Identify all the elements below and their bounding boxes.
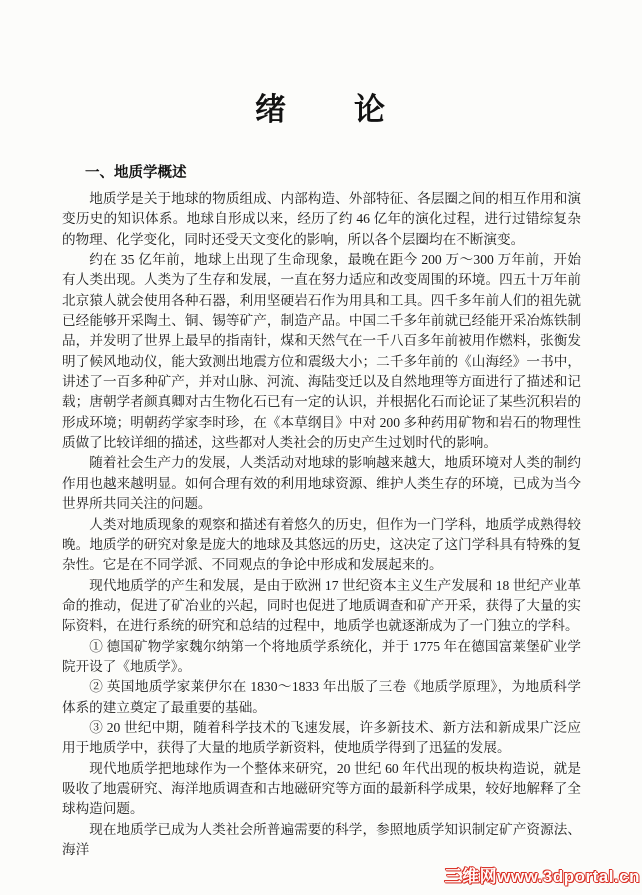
body-paragraph-numbered-item: ① 德国矿物学家魏尔纳第一个将地质学系统化，并于 1775 年在德国富莱堡矿业学院开设了《地质学》。 (62, 638, 581, 674)
body-paragraph: 现代地质学把地球作为一个整体来研究，20 世纪 60 年代出现的板块构造说，就是吸收了地震研究、海洋地质调查和古地磁研究等方面的最新科学成果，较好地解释了全球构造问题。 (62, 760, 581, 817)
page-title: 绪 论 (255, 92, 387, 127)
body-paragraph: 现代地质学的产生和发展，是由于欧洲 17 世纪资本主义生产发展和 18 世纪产业革命的推动，促进了矿冶业的兴起，同时也促进了地质调查和矿产开采，获得了大量的实际资料，在进行系统的研究和总结的过程中，地质学也就逐渐成为了一门独立的学科。 (62, 577, 581, 634)
body-paragraph: 随着社会生产力的发展，人类活动对地球的影响越来越大，地质环境对人类的制约作用也越来越明显。如何合理有效的利用地球资源、维护人类生存的环境，已成为当今世界所共同关注的问题。 (62, 455, 581, 512)
body-paragraph-numbered-item: ③ 20 世纪中期，随着科学技术的飞速发展，许多新技术、新方法和新成果广泛应用于地质学中，获得了大量的地质学新资料，使地质学得到了迅猛的发展。 (62, 719, 581, 756)
body-paragraph: 约在 35 亿年前，地球上出现了生命现象，最晚在距今 200 万～300 万年前，开始有人类出现。人类为了生存和发展，一直在努力适应和改变周围的环境。四五十万年前北京猿人就会使用各种石器，利用坚硬岩石作为用具和工具。四千多年前人们的祖先就已经能够开采陶土、铜、锡等矿产，制造产品。中国二千多年前就已经能开采冶炼铁制品，并发明了世界上最早的指南针，煤和天然气在一千八百多年前被用作燃料，张衡发明了候风地动仪，能大致测出地震方位和震级大小；二千多年前的《山海经》一书中，讲述了一百多种矿产，并对山脉、河流、海陆变迁以及自然地理等方面进行了描述和记载；唐朝学者颜真卿对古生物化石已有一定的认识，并根据化石而论证了某些沉积岩的形成环境；明朝药学家李时珍，在《本草纲目》中对 200 多种药用矿物和岩石的物理性质做了比较详细的描述，这些都对人类社会的历史产生过划时代的影响。 (62, 252, 581, 451)
body-paragraph: 人类对地质现象的观察和描述有着悠久的历史，但作为一门学科，地质学成熟得较晚。地质学的研究对象是庞大的地球及其悠远的历史，这决定了这门学科具有特殊的复杂性。它是在不同学派、不同观点的争论中形成和发展起来的。 (62, 516, 581, 573)
page-content (62, 163, 581, 860)
body-paragraph-numbered-item: ② 英国地质学家莱伊尔在 1830～1833 年出版了三卷《地质学原理》，为地质科学体系的建立奠定了最重要的基础。 (62, 679, 581, 715)
body-paragraph: 地质学是关于地球的物质组成、内部构造、外部特征、各层圈之间的相互作用和演变历史的知识体系。地球自形成以来，经历了约 46 亿年的演化过程，进行过错综复杂的物理、化学变化，同时还受天文变化的影响，所以各个层圈均在不断演变。 (62, 191, 581, 247)
body-paragraph: 现在地质学已成为人类社会所普遍需要的科学，参照地质学知识制定矿产资源法、海洋 (62, 821, 581, 857)
section-heading: 一、地质学概述 (85, 165, 187, 181)
watermark: 三维网www.3dportal.cn (444, 867, 640, 886)
